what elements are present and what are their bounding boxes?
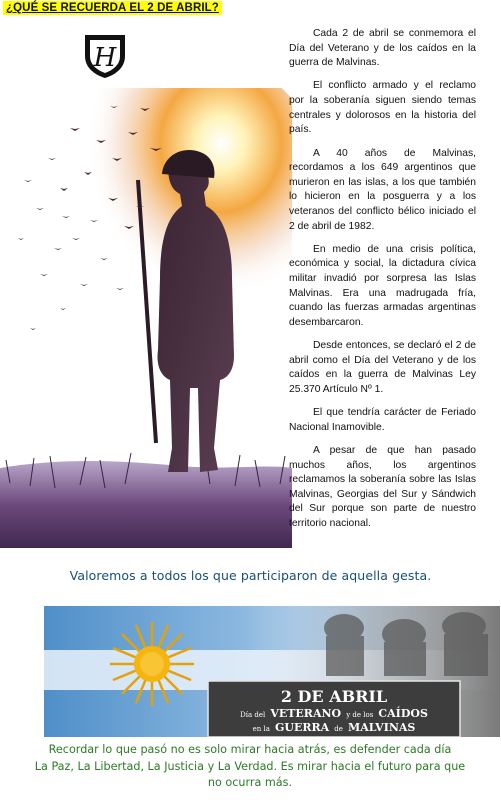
article-paragraph: En medio de una crisis política, económica y social, la dictadura cívica militar invadió por sorpresa las Islas Malvinas. Era una madrugada fría, cuando las fuerzas armadas argentinas desembarcaron. xyxy=(289,243,476,328)
page-title: ¿QUÉ SE RECUERDA EL 2 DE ABRIL? xyxy=(3,1,222,15)
banner-line-2: en la GUERRA de MALVINAS xyxy=(252,721,416,734)
article-paragraph: Desde entonces, se declaró el 2 de abril como el Día del Veterano y de los caídos en la guerra de Malvinas Ley 25.370 Artículo Nº 1. xyxy=(289,340,476,395)
article-paragraph: Cada 2 de abril se conmemora el Día del Veterano y de los caídos en la guerra de Malvinas. xyxy=(289,28,476,69)
article-paragraph: A pesar de que han pasado muchos años, los argentinos reclamamos la soberanía sobre las Islas Malvinas, Georgias del Sur y Sándwich del Sur porque son parte de nuestro territorio nacional. xyxy=(289,444,476,529)
slogan-text: Valoremos a todos los que participaron de aquella gesta. xyxy=(69,568,432,583)
malvinas-banner xyxy=(44,606,500,737)
banner-line-1: Día del VETERANO y de los CAÍDOS xyxy=(240,707,428,720)
soldier-silhouette-with-birds-illustration xyxy=(0,88,292,548)
closing-line: La Paz, La Libertad, La Justicia y La Verdad. Es mirar hacia el futuro para que xyxy=(34,759,466,773)
article-paragraph: El conflicto armado y el reclamo por la soberanía siguen siendo temas centrales y dolorosos en la historia del país. xyxy=(289,80,476,136)
article-body xyxy=(289,27,476,540)
crest-monogram: H xyxy=(93,43,117,73)
sun-of-may-icon xyxy=(110,622,194,706)
school-crest-icon xyxy=(82,32,128,80)
banner-date: 2 DE ABRIL xyxy=(280,687,388,706)
closing-line: Recordar lo que pasó no es solo mirar hacia atrás, es defender cada día xyxy=(48,743,452,756)
article-paragraph: El que tendría carácter de Feriado Nacional Inamovible. xyxy=(289,407,476,433)
closing-text xyxy=(30,742,470,792)
closing-line: no ocurra más. xyxy=(207,776,293,789)
article-paragraph: A 40 años de Malvinas, recordamos a los 649 argentinos que murieron en las islas, a los que también lo hicieron en la posguerra y a los veteranos del conflicto bélico iniciado el 2 de abril de 1982. xyxy=(289,147,476,232)
